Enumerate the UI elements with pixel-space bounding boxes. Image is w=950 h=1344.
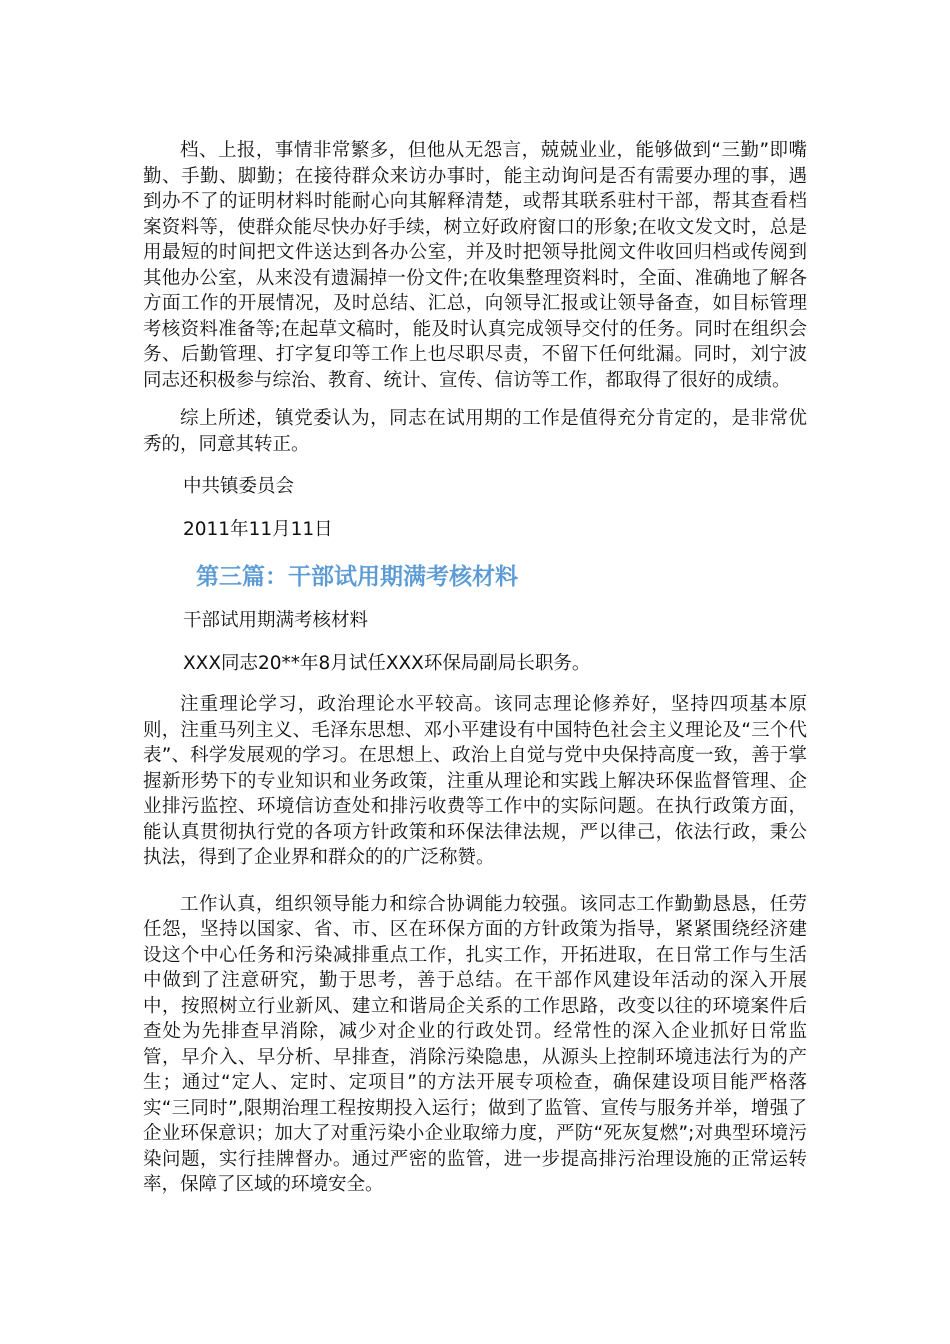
section-intro: XXX同志20**年8月试任XXX环保局副局长职务。 <box>183 652 591 674</box>
body-paragraph: 档、上报，事情非常繁多，但他从无怨言，兢兢业业，能够做到“三勤”即嘴勤、手勤、脚勤；在接待群众来访办事时，能主动询问是否有需要办理的事，遇到办不了的证明材料时能耐心向其解释清楚，或帮其联系驻村干部，帮其查看档案资料等，使群众能尽快办好手续，树立好政府窗口的形象;在收文发文时，总是用最短的时间把文件送达到各办公室，并及时把领导批阅文件收回归档或传阅到其他办公室，从来没有遗漏掉一份文件;在收集整理资料时，全面、准确地了解各方面工作的开展情况，及时总结、汇总，向领导汇报或让领导备查，如目标管理考核资料准备等;在起草文稿时，能及时认真完成领导交付的任务。同时在组织会务、后勤管理、打字复印等工作上也尽职尽责，不留下任何纰漏。同时，刘宁波同志还积极参与综治、教育、统计、宣传、信访等工作，都取得了很好的成绩。 <box>143 140 807 391</box>
section-subtitle: 干部试用期满考核材料 <box>183 610 369 631</box>
body-paragraph: 注重理论学习，政治理论水平较高。该同志理论修养好，坚持四项基本原则，注重马列主义、毛泽东思想、邓小平建设有中国特色社会主义理论及“三个代表”、科学发展观的学习。在思想上、政治上自觉与党中央保持高度一致，善于掌握新形势下的专业知识和业务政策，注重从理论和实践上解决环保监督管理、企业排污监控、环境信访查处和排污收费等工作中的实际问题。在执行政策方面，能认真贯彻执行党的各项方针政策和环保法律法规，严以律己，依法行政，秉公执法，得到了企业界和群众的的广泛称赞。 <box>143 694 807 868</box>
document-page <box>143 138 807 1198</box>
conclusion-paragraph: 综上所述，镇党委认为，同志在试用期的工作是值得充分肯定的，是非常优秀的，同意其转正。 <box>143 408 807 455</box>
signature-date: 2011年11月11日 <box>183 518 333 540</box>
signature-organization: 中共镇委员会 <box>183 476 295 497</box>
section-heading: 第三篇：干部试用期满考核材料 <box>196 563 518 590</box>
body-paragraph: 工作认真，组织领导能力和综合协调能力较强。该同志工作勤勤恳恳，任劳任怨，坚持以国家、省、市、区在环保方面的方针政策为指导，紧紧围绕经济建设这个中心任务和污染减排重点工作，扎实工作，开拓进取，在日常工作与生活中做到了注意研究，勤于思考，善于总结。在干部作风建设年活动的深入开展中，按照树立行业新风、建立和谐局企关系的工作思路，改变以往的环境案件后查处为先排查早消除，减少对企业的行政处罚。经常性的深入企业抓好日常监管，早介入、早分析、早排查，消除污染隐患，从源头上控制环境违法行为的产生；通过“定人、定时、定项目”的方法开展专项检查，确保建设项目能严格落实“三同时”,限期治理工程按期投入运行；做到了监管、宣传与服务并举，增强了企业环保意识；加大了对重污染小企业取缔力度，严防“死灰复燃”;对典型环境污染问题，实行挂牌督办。通过严密的监管，进一步提高排污治理设施的正常运转率，保障了区域的环境安全。 <box>143 893 807 1195</box>
